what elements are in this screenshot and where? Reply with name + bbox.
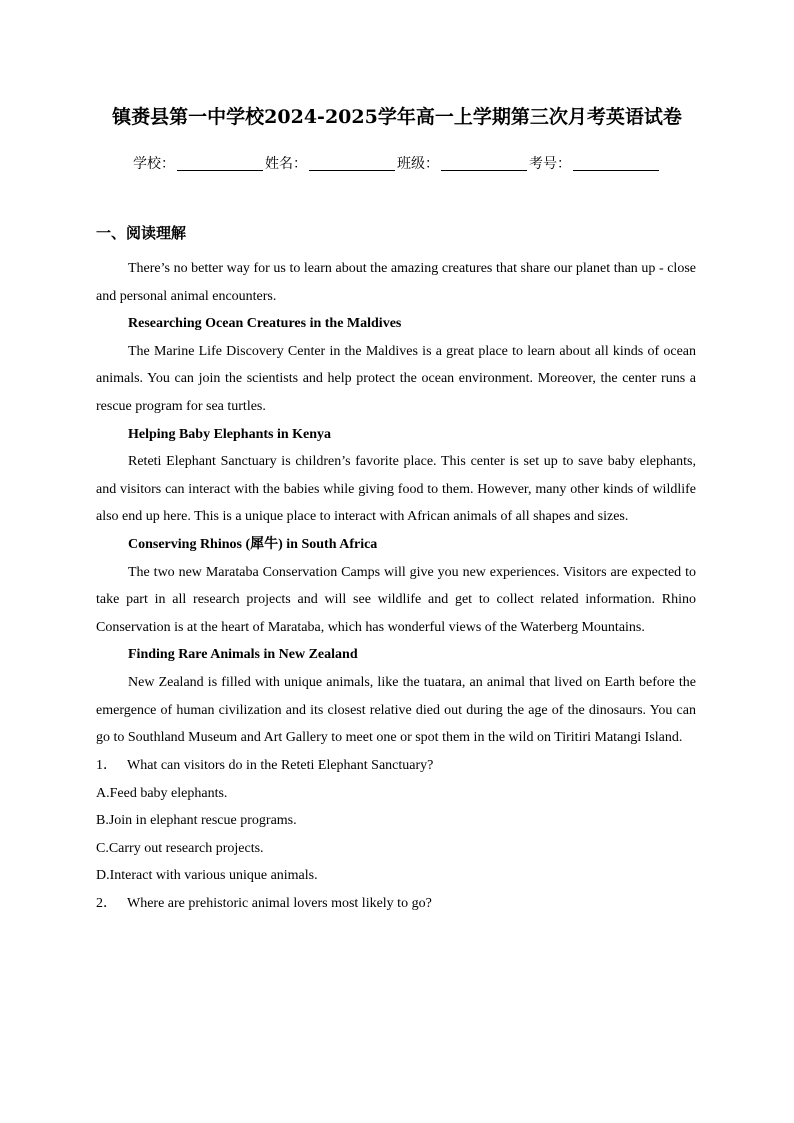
question-number: 2． — [96, 896, 117, 912]
question-number: 1． — [96, 757, 117, 773]
option-c[interactable]: C.Carry out research projects. — [96, 840, 264, 856]
option-b[interactable]: B.Join in elephant rescue programs. — [96, 813, 297, 829]
option-a[interactable]: A.Feed baby elephants. — [96, 785, 228, 801]
passage-subheading: Finding Rare Animals in New Zealand — [128, 647, 358, 663]
passage-paragraph: The Marine Life Discovery Center in the Maldives is a great place to learn about all kinds of ocean animals. You can join the scientists and help protect the ocean environment. Moreover, the center runs a rescue program for sea turtles. — [96, 343, 696, 414]
student-info-line — [0, 153, 794, 173]
passage-subheading: Researching Ocean Creatures in the Maldives — [128, 316, 402, 332]
passage-paragraph: Reteti Elephant Sanctuary is children’s favorite place. This center is set up to save baby elephants, and visitors can interact with the babies while giving food to them. However, many other kinds of wildlife also end up here. This is a unique place to interact with African animals of all shapes and sizes. — [96, 454, 696, 525]
passage-paragraph: New Zealand is filled with unique animals, like the tuatara, an animal that lived on Earth before the emergence of human civilization and its closest relative died out during the age of the dinosaurs. You can go to Southland Museum and Art Gallery to meet one or spot them in the wild on Tiritiri Matangi Island. — [96, 674, 696, 746]
passage-subheading: Helping Baby Elephants in Kenya — [128, 426, 332, 442]
section-heading: 一、阅读理解 — [96, 224, 187, 242]
class-label: 班级： — [397, 156, 439, 172]
passage-subheading: Conserving Rhinos (犀牛) in South Africa — [128, 536, 378, 552]
question-text: Where are prehistoric animal lovers most likely to go? — [127, 896, 432, 912]
class-blank[interactable] — [441, 156, 527, 171]
option-d[interactable]: D.Interact with various unique animals. — [96, 868, 318, 884]
passage-paragraph: The two new Marataba Conservation Camps will give you new experiences. Visitors are expected to take part in all research projects and will see wildlife and get to collect related information. Rhino Conservation is at the heart of Marataba, which has wonderful views of the Waterberg Mountains. — [96, 564, 696, 635]
question-2 — [96, 890, 696, 918]
school-label: 学校： — [133, 156, 175, 172]
name-label: 姓名： — [265, 156, 307, 172]
reading-passage — [96, 255, 696, 918]
question-text: What can visitors do in the Reteti Elephant Sanctuary? — [127, 757, 434, 773]
exam-title: 镇赉县第一中学校2024-2025学年高一上学期第三次月考英语试卷 — [112, 106, 682, 128]
passage-intro: There’s no better way for us to learn about the amazing creatures that share our planet than up - close and personal animal encounters. — [96, 261, 696, 304]
number-label: 考号： — [529, 156, 571, 172]
number-blank[interactable] — [573, 156, 659, 171]
name-blank[interactable] — [309, 156, 395, 171]
question-1 — [96, 752, 696, 780]
school-blank[interactable] — [177, 156, 263, 171]
